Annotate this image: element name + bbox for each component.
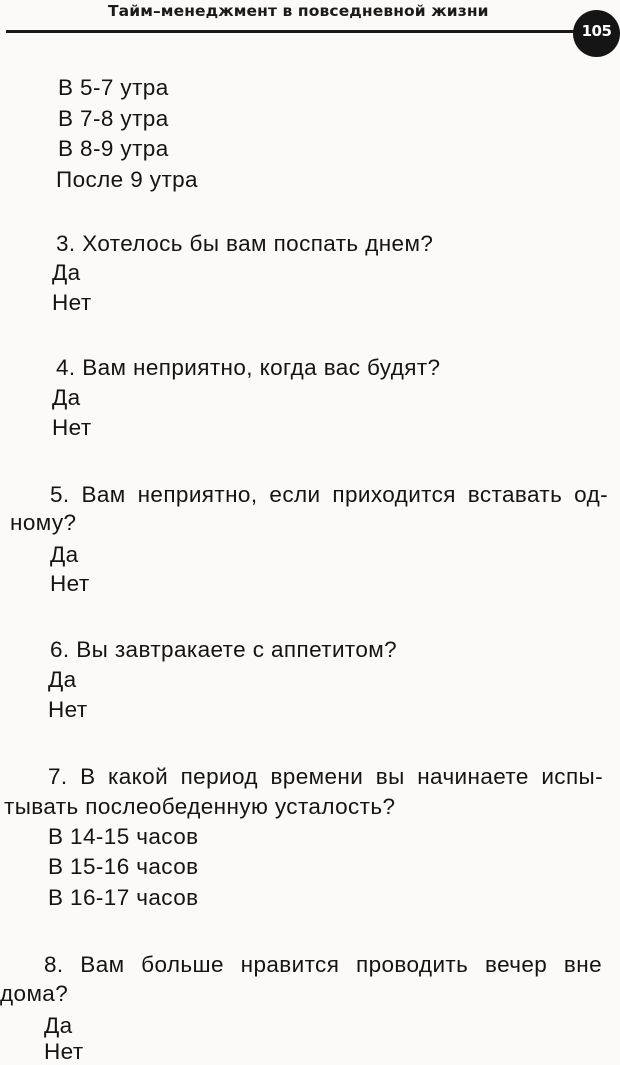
- q8-option-no: Нет: [44, 1039, 84, 1064]
- q7-question-line-2: тывать послеобеденную усталость?: [4, 794, 396, 819]
- q5-question-line-1: 5. Вам неприятно, если приходится вставать од-: [50, 482, 608, 507]
- q3-option-no: Нет: [52, 290, 92, 315]
- q7-option-3: В 16-17 часов: [48, 885, 199, 910]
- q3-question: 3. Хотелось бы вам поспать днем?: [56, 231, 434, 256]
- q6-question: 6. Вы завтракаете с аппетитом?: [50, 637, 398, 662]
- q5-question-line-2: ному?: [10, 510, 77, 535]
- q4-question: 4. Вам неприятно, когда вас будят?: [56, 355, 441, 380]
- q4-option-no: Нет: [52, 415, 92, 440]
- q2-option-1: В 5-7 утра: [58, 75, 169, 100]
- q8-question-line-1: 8. Вам больше нравится проводить вечер вне: [44, 952, 602, 977]
- q7-option-1: В 14-15 часов: [48, 824, 199, 849]
- q4-option-yes: Да: [52, 385, 81, 410]
- q3-option-yes: Да: [52, 260, 81, 285]
- running-header: [0, 0, 620, 70]
- q5-option-yes: Да: [50, 542, 79, 567]
- q2-option-4: После 9 утра: [56, 167, 198, 192]
- q8-question-line-2: дома?: [0, 981, 69, 1006]
- q8-option-yes: Да: [44, 1013, 73, 1038]
- q2-option-2: В 7-8 утра: [58, 106, 169, 131]
- header-rule: [6, 30, 580, 33]
- q6-option-no: Нет: [48, 697, 88, 722]
- q7-option-2: В 15-16 часов: [48, 854, 199, 879]
- q2-option-3: В 8-9 утра: [58, 136, 169, 161]
- q6-option-yes: Да: [48, 667, 77, 692]
- running-header-title: Тайм–менеджмент в повседневной жизни: [108, 2, 489, 20]
- q5-option-no: Нет: [50, 571, 90, 596]
- q7-question-line-1: 7. В какой период времени вы начинаете испы-: [48, 764, 603, 789]
- page-number: 105: [581, 22, 612, 40]
